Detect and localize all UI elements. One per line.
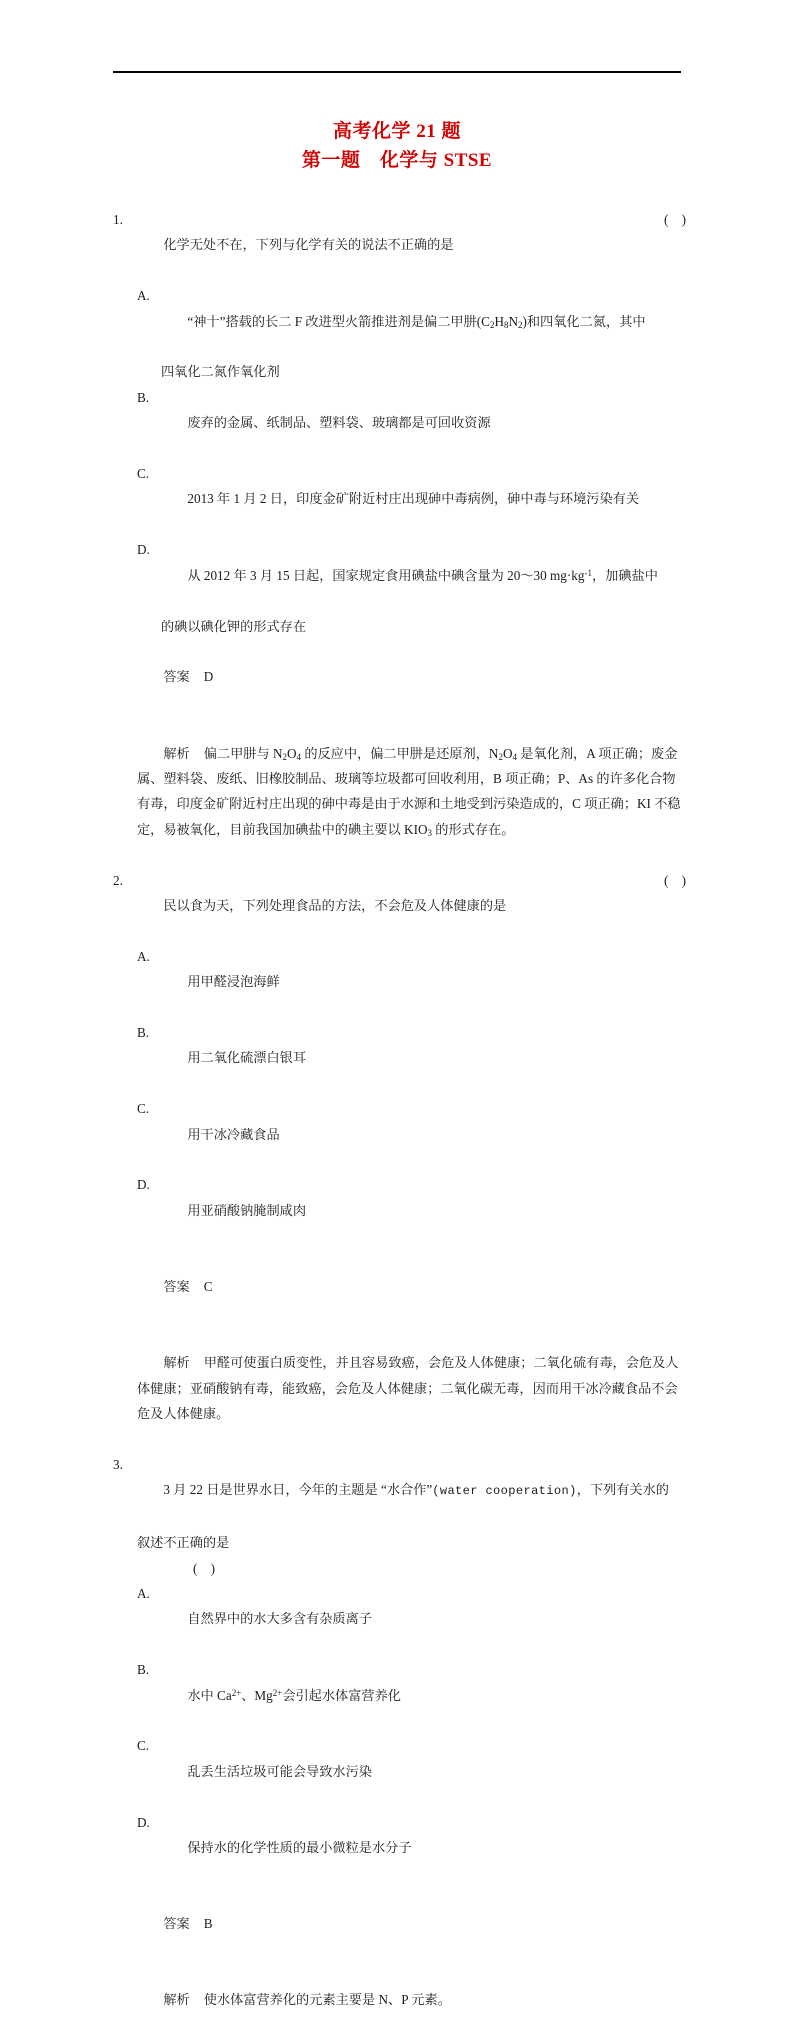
option-letter: C.: [137, 1738, 150, 1754]
option-text-4: ，加碘盐中: [591, 567, 658, 583]
unit-superscript: -1: [584, 567, 592, 578]
option-text-2: 、Mg: [241, 1687, 273, 1703]
answer-line: [113, 1886, 688, 1962]
option-continuation: 的碘以碘化钾的形式存在: [161, 618, 307, 634]
option-row[interactable]: [113, 1096, 688, 1172]
option-text-3: 会引起水体富营养化: [282, 1687, 401, 1703]
option-letter: C.: [137, 1101, 150, 1117]
question-stem-line: [113, 868, 688, 944]
option-text: 水中 Ca: [187, 1687, 232, 1703]
title-block: [113, 118, 681, 175]
question-block: [113, 207, 688, 868]
ion-charge-superscript: 2+: [231, 1687, 242, 1698]
option-letter: D.: [137, 1814, 150, 1830]
answer-label: 答案: [163, 1279, 190, 1295]
answer-blank-marker: ( ): [193, 1560, 215, 1576]
question-stem-latin: (water cooperation): [432, 1484, 577, 1499]
page-subtitle: 第一题 化学与 STSE: [301, 150, 493, 171]
option-letter: D.: [137, 542, 150, 558]
option-text: 用干冰冷藏食品: [187, 1126, 280, 1142]
option-letter: B.: [137, 1025, 150, 1040]
option-letter: C.: [137, 466, 150, 482]
solution-line: [113, 1325, 688, 1452]
page-title: 高考化学 21 题: [332, 121, 461, 142]
option-text: 自然界中的水大多含有杂质离子: [187, 1611, 372, 1627]
option-row[interactable]: [113, 385, 688, 461]
formula-subscript-3: 2: [517, 319, 523, 330]
option-text: “神十”搭载的长二 F 改进型火箭推进剂是偏二甲肼(C: [187, 313, 490, 329]
question-number: 2.: [113, 872, 123, 888]
option-text-2: H: [494, 313, 504, 329]
answer-label: 答案: [163, 669, 190, 685]
answer-label: 答案: [163, 1916, 190, 1932]
answer-value: D: [203, 669, 214, 685]
option-letter: B.: [137, 1662, 150, 1678]
option-row[interactable]: [113, 1733, 688, 1809]
option-text: 用甲醛浸泡海鲜: [187, 974, 280, 990]
question-stem-continuation: 叙述不正确的是: [137, 1535, 230, 1551]
solution-text: 偏二甲肼与 N: [203, 745, 283, 761]
answer-blank-marker: ( ): [664, 212, 686, 227]
formula-subscript-5: 3: [427, 827, 432, 838]
option-row[interactable]: [113, 1810, 688, 1886]
solution-text: 使水体富营养化的元素主要是 N、P 元素。: [203, 1992, 451, 2008]
option-row[interactable]: [113, 461, 688, 537]
option-letter: A.: [137, 288, 150, 304]
question-number: 3.: [113, 1456, 123, 1472]
solution-text-3: 的反应中，偏二甲肼是还原剂，N: [301, 745, 499, 761]
option-row[interactable]: [113, 944, 688, 1020]
option-row[interactable]: [113, 1657, 688, 1733]
question-stem: 3 月 22 日是世界水日，今年的主题是 “水合作”: [163, 1482, 433, 1498]
option-letter: D.: [137, 1177, 150, 1193]
option-row[interactable]: [113, 1172, 688, 1248]
solution-label: 解析: [163, 1355, 190, 1371]
option-letter: A.: [137, 1585, 150, 1601]
option-text: 从 2012 年 3 月 15 日起，国家规定食用碘盐中碘含量为 20～30 mg·kg: [187, 567, 585, 583]
question-block: [113, 1452, 688, 2038]
option-text-3: N: [508, 313, 518, 329]
formula-subscript-4: 4: [512, 751, 517, 762]
answer-line: [113, 639, 688, 715]
formula-subscript: 2: [489, 319, 495, 330]
answer-value: C: [203, 1279, 213, 1295]
solution-text: 甲醛可使蛋白质变性，并且容易致癌，会危及人体健康；二氧化硫有毒，会危及人体健康；亚硝酸钠有毒，能致癌，会危及人体健康；二氧化碳无毒，因而用干冰冷藏食品不会危及人体健康。: [137, 1355, 679, 1422]
option-letter: B.: [137, 389, 150, 405]
solution-line: [113, 715, 688, 867]
option-text: 废弃的金属、纸制品、塑料袋、玻璃都是可回收资源: [187, 415, 491, 431]
option-text: 用亚硝酸钠腌制咸肉: [187, 1202, 307, 1218]
question-stem: 化学无处不在，下列与化学有关的说法不正确的是: [163, 237, 454, 253]
solution-text-2: O: [287, 745, 297, 761]
solution-label: 解析: [163, 745, 190, 761]
question-block: [113, 868, 688, 1452]
option-text: 用二氧化硫漂白银耳: [187, 1050, 307, 1066]
option-row[interactable]: [113, 1581, 688, 1657]
solution-text-5: 是氧化剂，A 项正确；废金属、塑料袋、废纸、旧橡胶制品、玻璃等垃圾都可回收利用，B 项正确；P、As 的许多化合物有毒，印度金矿附近村庄出现的砷中毒是由于水源和土地受到污染造成的，C 项正确；KI 不稳定，易被氧化，目前我国加碘盐中的碘主要以 KIO: [137, 745, 681, 837]
ion-charge-superscript-2: 2+: [272, 1687, 283, 1698]
formula-subscript-2: 4: [296, 751, 302, 762]
formula-subscript: 2: [282, 751, 287, 762]
option-text: 保持水的化学性质的最小微粒是水分子: [187, 1840, 412, 1855]
question-stem-line: [113, 1452, 688, 1530]
solution-line: [113, 1962, 688, 2038]
question-stem: 民以食为天，下列处理食品的方法，不会危及人体健康的是: [163, 897, 507, 913]
option-text: 乱丢生活垃圾可能会导致水污染: [187, 1763, 372, 1779]
answer-line: [113, 1249, 688, 1325]
option-text: 2013 年 1 月 2 日，印度金矿附近村庄出现砷中毒病例，砷中毒与环境污染有关: [187, 491, 640, 507]
answer-blank-marker: ( ): [664, 872, 686, 888]
question-number: 1.: [113, 212, 123, 227]
option-row[interactable]: [113, 283, 688, 359]
formula-subscript-2: 8: [503, 319, 509, 330]
answer-value: B: [203, 1916, 213, 1932]
option-continuation: 四氧化二氮作氧化剂: [161, 364, 280, 380]
question-stem-line: [113, 207, 688, 283]
question-stem-tail: ，下列有关水的: [576, 1482, 669, 1498]
option-letter: A.: [137, 948, 150, 964]
formula-subscript-3: 2: [498, 751, 503, 762]
option-row[interactable]: [113, 1020, 688, 1096]
solution-text-6: 的形式存在。: [431, 821, 515, 837]
option-row[interactable]: [113, 537, 688, 613]
solution-label: 解析: [163, 1992, 190, 2008]
option-text-4: )和四氧化二氮，其中: [522, 313, 646, 329]
solution-text-4: O: [502, 745, 513, 761]
header-divider-rule: [113, 71, 681, 73]
